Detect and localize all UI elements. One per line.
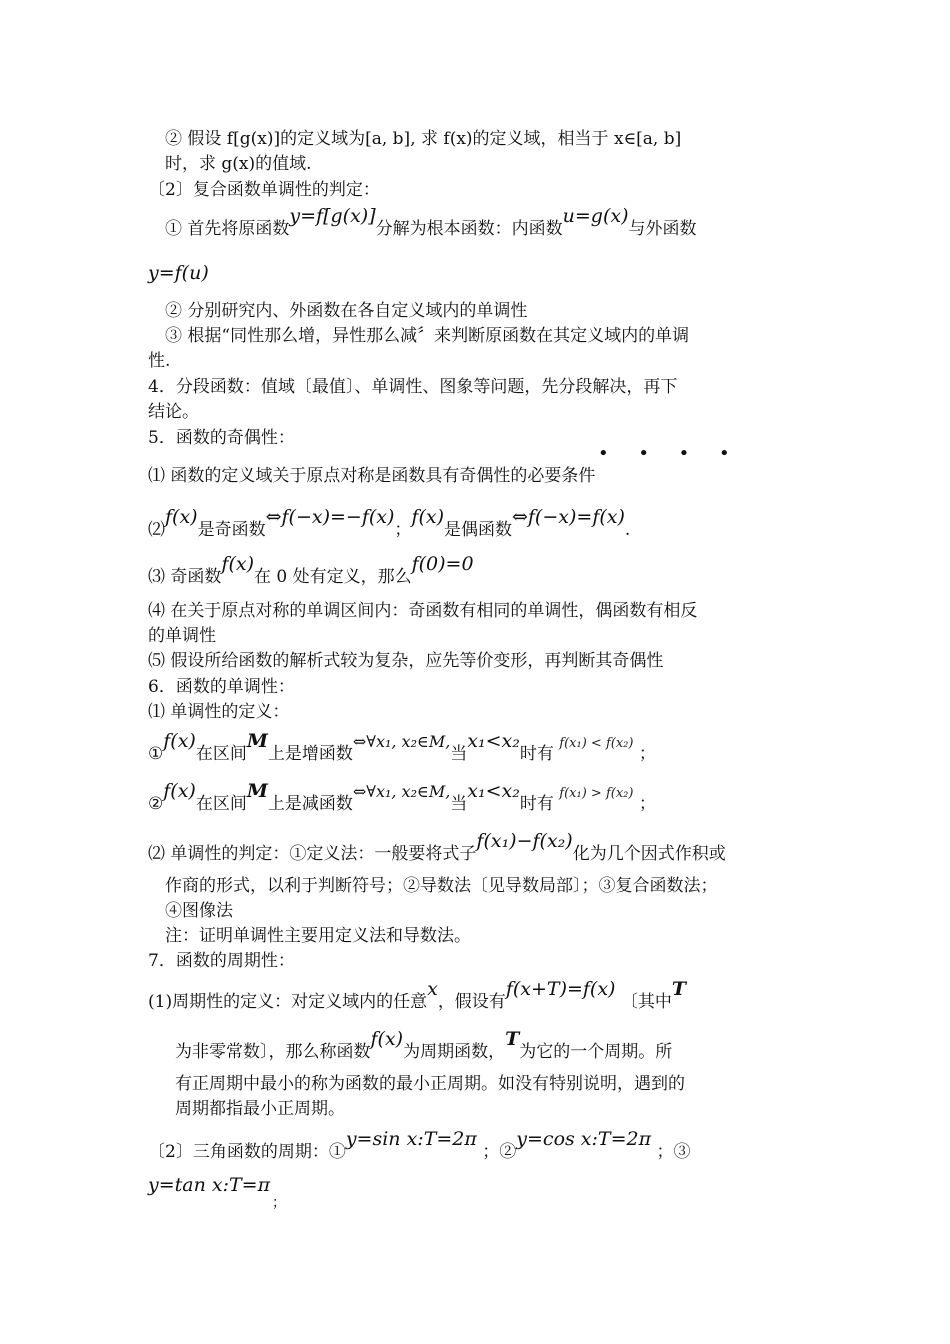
- formula: f(x₁) > f(x₂): [559, 786, 634, 801]
- section-heading: 〔2〕复合函数单调性的判定：: [148, 180, 380, 200]
- formula: x₁<x₂: [467, 730, 520, 752]
- formula: T: [671, 978, 687, 1000]
- text-fragment: ，假设有: [437, 992, 506, 1012]
- text-line: [148, 830, 726, 865]
- text-fragment: 上是增函数: [267, 744, 353, 764]
- text-line: ④图像法: [165, 901, 233, 921]
- text-fragment: 在区间: [195, 744, 247, 764]
- text-line: ⑷ 在关于原点对称的单调区间内：奇函数有相同的单调性，偶函数有相反: [148, 601, 698, 621]
- formula: M: [246, 780, 268, 802]
- text-fragment: (1)周期性的定义：对定义域内的任意: [148, 992, 428, 1012]
- text-line: [148, 780, 656, 817]
- text-fragment: ；: [638, 744, 656, 764]
- text-line: [148, 553, 474, 588]
- formula: f(x+T)=f(x): [505, 978, 616, 1000]
- text-line: ⑴ 单调性的定义：: [148, 702, 290, 722]
- text-line: 有正周期中最小的称为函数的最小正周期。如没有特别说明，遇到的: [175, 1074, 685, 1094]
- formula: f(x): [221, 553, 254, 575]
- text-fragment: 为周期函数，: [403, 1042, 506, 1062]
- text-fragment: 在 0 处有定义，那么: [253, 567, 412, 587]
- text-fragment: 〔2〕三角函数的周期：①: [148, 1142, 346, 1162]
- text-fragment: ②: [148, 794, 164, 814]
- text-line: ⑸ 假设所给函数的解析式较为复杂，应先等价变形，再判断其奇偶性: [148, 651, 664, 671]
- text-line: [148, 1174, 270, 1197]
- text-fragment: 是偶函数: [443, 520, 512, 540]
- text-fragment: 在区间: [195, 794, 247, 814]
- text-fragment: ；②: [482, 1142, 517, 1162]
- formula: f(x): [163, 780, 196, 802]
- text-fragment: 〔其中: [620, 992, 672, 1012]
- text-fragment: ；: [638, 794, 656, 814]
- text-fragment: ；: [394, 520, 412, 540]
- formula: x: [427, 978, 438, 1000]
- text-fragment: ①: [148, 744, 164, 764]
- formula: u=g(x): [562, 205, 629, 227]
- text-fragment: 当: [450, 794, 468, 814]
- section-heading: 4．分段函数：值域〔最值〕、单调性、图象等问题，先分段解决，再下: [148, 377, 678, 397]
- text-line: 性.: [148, 351, 171, 371]
- emphasis-dots: • • • •: [598, 443, 742, 464]
- formula: f(x₁) < f(x₂): [559, 736, 634, 751]
- text-line: [165, 205, 697, 240]
- text-line: [148, 730, 656, 767]
- formula: ⇔f(−x)=−f(x): [265, 506, 395, 528]
- text-fragment: ；③: [656, 1142, 691, 1162]
- formula: f(x): [163, 730, 196, 752]
- formula: x₁<x₂: [467, 780, 520, 802]
- text-fragment: ⑵: [148, 520, 165, 540]
- text-line: [148, 1128, 691, 1163]
- text-line: 作商的形式，以利于判断符号；②导数法〔见导数局部〕；③复合函数法；: [165, 876, 718, 896]
- formula: f(0)=0: [411, 553, 474, 575]
- text-fragment: 是奇函数: [197, 520, 266, 540]
- text-line: ⑴ 函数的定义域关于原点对称是函数具有奇偶性的必要条件: [148, 466, 596, 486]
- text-line: [148, 506, 631, 541]
- text-line: 结论。: [148, 402, 199, 422]
- text-line: [175, 1028, 673, 1063]
- text-fragment: 上是减函数: [267, 794, 353, 814]
- text-fragment: 当: [450, 744, 468, 764]
- text-line: [148, 978, 687, 1013]
- formula: M: [246, 730, 268, 752]
- text-line: ③ 根据“同性那么增，异性那么减〞来判断原函数在其定义域内的单调: [165, 326, 690, 346]
- formula: f(x₁)−f(x₂): [476, 830, 573, 852]
- formula: ⇔∀x₁, x₂∈M,: [352, 732, 451, 751]
- text-fragment: .: [624, 520, 631, 540]
- text-line: 时，求 g(x)的值域.: [165, 154, 312, 174]
- text-line: 周期都指最小正周期。: [175, 1099, 345, 1119]
- formula: y=f(u): [148, 262, 209, 284]
- text-fragment: ① 首先将原函数: [165, 219, 290, 239]
- text-line: 注：证明单调性主要用定义法和导数法。: [165, 926, 471, 946]
- formula: f(x): [411, 506, 444, 528]
- text-line: ② 分别研究内、外函数在各自定义域内的单调性: [165, 301, 528, 321]
- formula: y=sin x:T=2π: [345, 1128, 477, 1150]
- text-fragment: 时有: [519, 744, 554, 764]
- text-fragment: 分解为根本函数：内函数: [375, 219, 563, 239]
- text-fragment: 为它的一个周期。所: [519, 1042, 673, 1062]
- text-fragment: 与外函数: [628, 219, 697, 239]
- formula: T: [505, 1028, 520, 1050]
- section-heading: 7．函数的周期性：: [148, 951, 295, 971]
- text-fragment: 时有: [519, 794, 554, 814]
- text-fragment: ；: [272, 1195, 286, 1211]
- text-line: ② 假设 f[g(x)]的定义域为[a, b], 求 f(x)的定义域，相当于 x∈[a, b]: [165, 129, 682, 149]
- text-fragment: ⑶ 奇函数: [148, 567, 222, 587]
- text-fragment: 为非零常数〕，那么称函数: [175, 1042, 371, 1062]
- text-fragment: 化为几个因式作积或: [572, 844, 726, 864]
- formula: y=f[g(x)]: [289, 205, 376, 227]
- formula: y=tan x:T=π: [148, 1174, 271, 1196]
- section-heading: 6．函数的单调性：: [148, 677, 295, 697]
- text-fragment: ⑵ 单调性的判定：①定义法：一般要将式子: [148, 844, 477, 864]
- formula: f(x): [370, 1028, 404, 1050]
- section-heading: 5．函数的奇偶性：: [148, 428, 295, 448]
- text-line: 的单调性: [148, 626, 216, 646]
- formula: f(x): [165, 506, 198, 528]
- formula: ⇔f(−x)=f(x): [511, 506, 625, 528]
- formula: ⇔∀x₁, x₂∈M,: [352, 782, 451, 801]
- formula: y=cos x:T=2π: [516, 1128, 652, 1150]
